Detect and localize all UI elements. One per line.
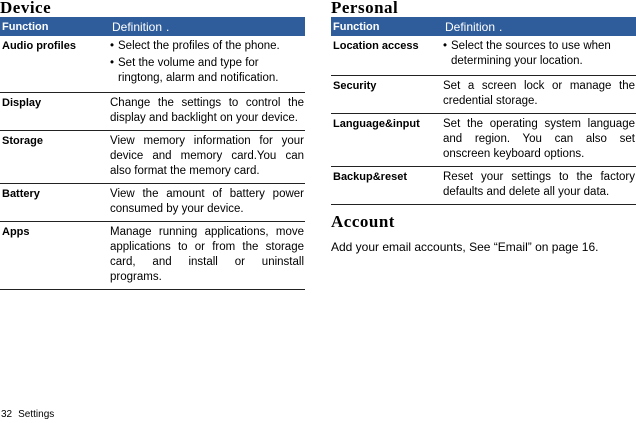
account-heading: Account [331, 212, 395, 231]
row-term: Audio profiles [0, 36, 106, 93]
personal-column [331, 0, 636, 255]
row-term: Security [331, 76, 439, 114]
device-function-header: Function [0, 17, 106, 36]
page-number: 32 [1, 409, 13, 420]
device-table [0, 17, 305, 290]
page-footer [1, 409, 54, 420]
row-definition: View the amount of battery power consumed by your device. [106, 184, 305, 222]
row-term: Storage [0, 131, 106, 184]
row-term: Language&input [331, 114, 439, 167]
table-row [331, 36, 636, 76]
row-definition: Reset your settings to the factory defaults and delete all your data. [439, 167, 636, 205]
list-item: • Select the sources to use when determining your location. [443, 39, 635, 69]
list-item: • Select the profiles of the phone. [110, 39, 304, 54]
row-definition: Set a screen lock or manage the credential storage. [439, 76, 636, 114]
personal-function-header: Function [331, 17, 439, 36]
row-term: Apps [0, 222, 106, 290]
device-heading: Device [0, 0, 52, 17]
row-definition [106, 36, 305, 93]
row-term: Location access [331, 36, 439, 76]
account-text: Add your email accounts, See “Email” on page 16. [331, 240, 599, 254]
row-term: Backup&reset [331, 167, 439, 205]
device-column [0, 0, 305, 290]
table-row [331, 76, 636, 114]
device-definition-header: Definition . [106, 17, 305, 36]
table-row [331, 114, 636, 167]
table-row [0, 93, 305, 131]
list-item: • Set the volume and type for ringtong, alarm and notification. [110, 56, 304, 86]
table-row [0, 184, 305, 222]
row-definition: Set the operating system language and region. You can also set onscreen keyboard options. [439, 114, 636, 167]
row-definition [439, 36, 636, 76]
personal-heading: Personal [331, 0, 399, 17]
personal-table [331, 17, 636, 205]
row-term: Battery [0, 184, 106, 222]
row-definition: Change the settings to control the display and backlight on your device. [106, 93, 305, 131]
table-row [0, 36, 305, 93]
table-row [331, 167, 636, 205]
row-definition: View memory information for your device and memory card.You can also format the memory card. [106, 131, 305, 184]
table-row [0, 131, 305, 184]
table-row [0, 222, 305, 290]
row-term: Display [0, 93, 106, 131]
personal-definition-header: Definition . [439, 17, 636, 36]
section-name: Settings [18, 409, 55, 420]
row-definition: Manage running applications, move applications to or from the storage card, and install or uninstall programs. [106, 222, 305, 290]
